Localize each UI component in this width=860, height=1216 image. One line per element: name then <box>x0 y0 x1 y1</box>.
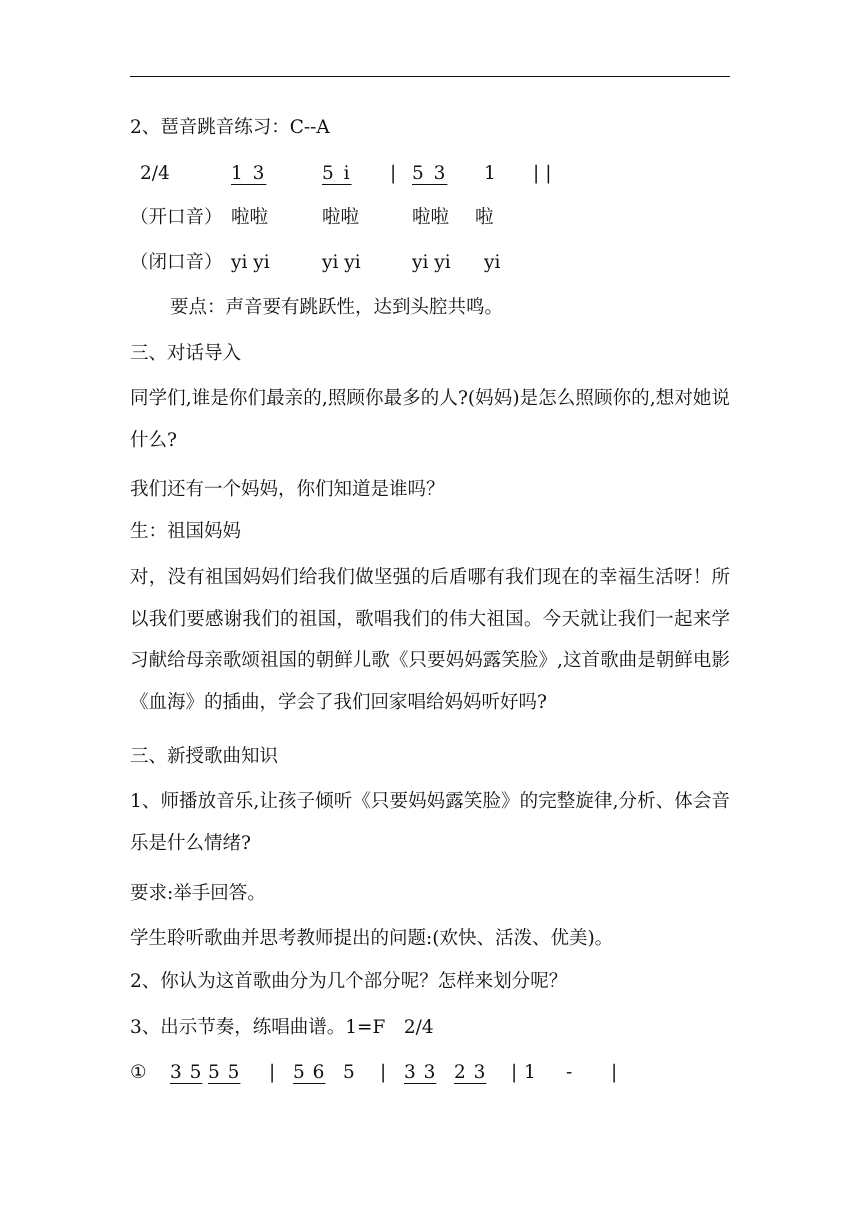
bar-line: | <box>269 1062 276 1083</box>
paragraph: 要求:举手回答。 <box>130 883 266 904</box>
notation-note: 1 <box>484 163 496 184</box>
paragraph: 生：祖国妈妈 <box>130 521 242 542</box>
final-bar-line: || <box>533 163 558 184</box>
paragraph: 2、你认为这首歌曲分为几个部分呢？怎样来划分呢？ <box>130 971 568 992</box>
bar-line: | <box>380 1062 387 1083</box>
paragraph: 1、师播放音乐,让孩子倾听《只要妈妈露笑脸》的完整旋律,分析、体会音乐是什么情绪? <box>130 791 730 854</box>
notation-note: 5 <box>343 1062 355 1083</box>
notation-group-high: 5 i <box>322 163 352 184</box>
section-title-arpeggio: 2、琶音跳音练习：C--A <box>130 117 330 138</box>
syllable: 啦 <box>475 207 494 228</box>
score-marker: ① <box>130 1062 147 1083</box>
notation-note: 1 <box>524 1062 536 1083</box>
bar-line: | <box>611 1062 618 1083</box>
paragraph: 对，没有祖国妈妈们给我们做坚强的后盾哪有我们现在的幸福生活呀！所以我们要感谢我们的祖国，歌唱我们的伟大祖国。今天就让我们一起来学习献给母亲歌颂祖国的朝鲜儿歌《只要妈妈露笑脸》,这首歌曲是朝鲜电影《血海》的插曲，学会了我们回家唱给妈妈听好吗? <box>130 567 730 713</box>
notation-group: 3 3 <box>404 1062 437 1083</box>
closed-vowel-label: （闭口音） <box>130 252 223 273</box>
paragraph: 我们还有一个妈妈，你们知道是谁吗？ <box>130 479 445 500</box>
section-title-dialogue: 三、对话导入 <box>130 343 242 364</box>
open-vowel-label: （开口音） <box>130 207 223 228</box>
time-signature: 2/4 <box>140 163 170 184</box>
notation-group: 2 3 <box>454 1062 487 1083</box>
syllable: yi yi <box>322 252 361 273</box>
syllable: yi <box>484 252 501 273</box>
notation-group: 3 5 <box>170 1062 203 1083</box>
notation-group: 5 6 <box>293 1062 326 1083</box>
dash: - <box>566 1062 573 1083</box>
syllable: yi yi <box>231 252 270 273</box>
key-point: 要点：声音要有跳跃性，达到头腔共鸣。 <box>170 297 504 318</box>
paragraph: 同学们,谁是你们最亲的,照顾你最多的人?(妈妈)是怎么照顾你的,想对她说什么? <box>130 388 730 451</box>
notation-group: 5 5 <box>208 1062 241 1083</box>
paragraph: 3、出示节奏，练唱曲谱。1=F 2/4 <box>130 1017 434 1038</box>
paragraph: 学生聆听歌曲并思考教师提出的问题:(欢快、活泼、优美)。 <box>130 928 614 949</box>
notation-group: 5 3 <box>412 163 448 184</box>
notation-group: 1 3 <box>231 163 267 184</box>
bar-line: | <box>511 1062 518 1083</box>
syllable: 啦啦 <box>412 207 450 228</box>
syllable: 啦啦 <box>231 207 269 228</box>
bar-line: | <box>390 163 397 184</box>
section-title-new-song: 三、新授歌曲知识 <box>130 746 279 767</box>
syllable: yi yi <box>412 252 451 273</box>
header-rule <box>130 76 730 77</box>
syllable: 啦啦 <box>322 207 360 228</box>
